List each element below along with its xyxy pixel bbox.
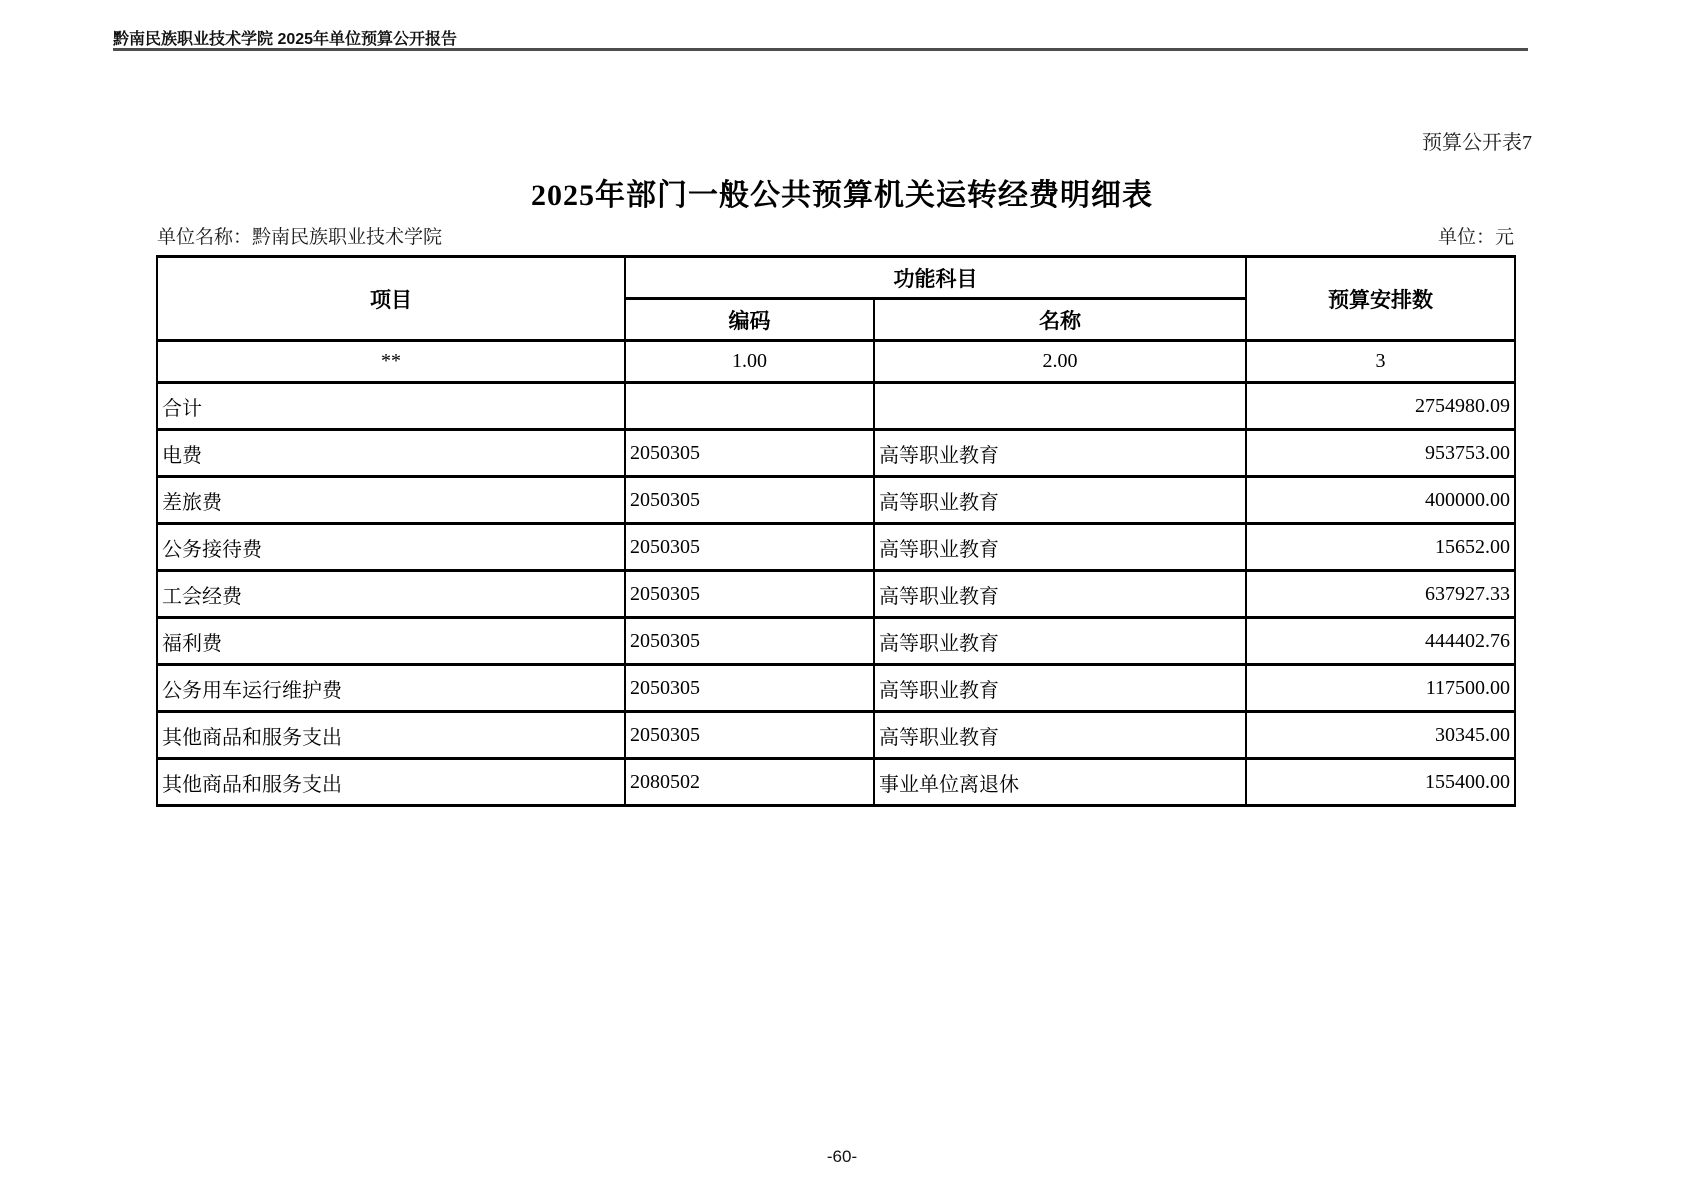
cell-item: 合计	[157, 383, 625, 430]
cell-budget: 15652.00	[1246, 524, 1515, 571]
unit-name-label: 单位名称：黔南民族职业技术学院	[157, 227, 443, 248]
index-cell-budget: 3	[1246, 341, 1515, 383]
cell-item: 公务接待费	[157, 524, 625, 571]
cell-item: 电费	[157, 430, 625, 477]
cell-item: 福利费	[157, 618, 625, 665]
table-row	[157, 665, 1515, 712]
header-divider	[113, 48, 1528, 51]
col-header-item: 项目	[157, 257, 625, 341]
cell-name: 事业单位离退休	[874, 759, 1246, 806]
cell-budget: 155400.00	[1246, 759, 1515, 806]
cell-code: 2050305	[625, 571, 874, 618]
cell-code: 2050305	[625, 712, 874, 759]
document-header-title: 黔南民族职业技术学院 2025年单位预算公开报告	[113, 31, 458, 48]
table-meta-row	[157, 222, 1514, 249]
table-row	[157, 477, 1515, 524]
table-row	[157, 383, 1515, 430]
cell-item: 其他商品和服务支出	[157, 712, 625, 759]
cell-budget: 400000.00	[1246, 477, 1515, 524]
page-title: 2025年部门一般公共预算机关运转经费明细表	[531, 179, 1153, 212]
cell-code: 2050305	[625, 618, 874, 665]
table-body	[157, 383, 1515, 806]
cell-budget: 117500.00	[1246, 665, 1515, 712]
cell-code: 2050305	[625, 524, 874, 571]
table-row	[157, 571, 1515, 618]
cell-item: 其他商品和服务支出	[157, 759, 625, 806]
index-cell-name: 2.00	[874, 341, 1246, 383]
budget-table	[156, 255, 1516, 807]
col-header-code: 编码	[625, 299, 874, 341]
currency-unit-label: 单位：元	[1437, 227, 1514, 248]
cell-budget: 444402.76	[1246, 618, 1515, 665]
col-header-function-subject: 功能科目	[625, 257, 1246, 299]
table-sheet-label: 预算公开表7	[1422, 132, 1532, 154]
table-row	[157, 524, 1515, 571]
col-header-budget: 预算安排数	[1246, 257, 1515, 341]
cell-name: 高等职业教育	[874, 665, 1246, 712]
cell-name: 高等职业教育	[874, 571, 1246, 618]
cell-code: 2080502	[625, 759, 874, 806]
cell-budget: 953753.00	[1246, 430, 1515, 477]
table-row	[157, 618, 1515, 665]
cell-name: 高等职业教育	[874, 524, 1246, 571]
cell-code: 2050305	[625, 477, 874, 524]
cell-code: 2050305	[625, 430, 874, 477]
cell-item: 工会经费	[157, 571, 625, 618]
table-index-row	[157, 341, 1515, 383]
page-number: -60-	[826, 1147, 858, 1166]
cell-name: 高等职业教育	[874, 477, 1246, 524]
cell-name: 高等职业教育	[874, 618, 1246, 665]
cell-code	[625, 383, 874, 430]
cell-name: 高等职业教育	[874, 712, 1246, 759]
table-row	[157, 712, 1515, 759]
index-cell-item: **	[157, 341, 625, 383]
table-row	[157, 430, 1515, 477]
cell-budget: 2754980.09	[1246, 383, 1515, 430]
table-row	[157, 759, 1515, 806]
cell-item: 公务用车运行维护费	[157, 665, 625, 712]
cell-name	[874, 383, 1246, 430]
cell-name: 高等职业教育	[874, 430, 1246, 477]
cell-item: 差旅费	[157, 477, 625, 524]
col-header-name: 名称	[874, 299, 1246, 341]
cell-budget: 30345.00	[1246, 712, 1515, 759]
index-cell-code: 1.00	[625, 341, 874, 383]
table-header-row-1	[157, 257, 1515, 299]
cell-budget: 637927.33	[1246, 571, 1515, 618]
cell-code: 2050305	[625, 665, 874, 712]
